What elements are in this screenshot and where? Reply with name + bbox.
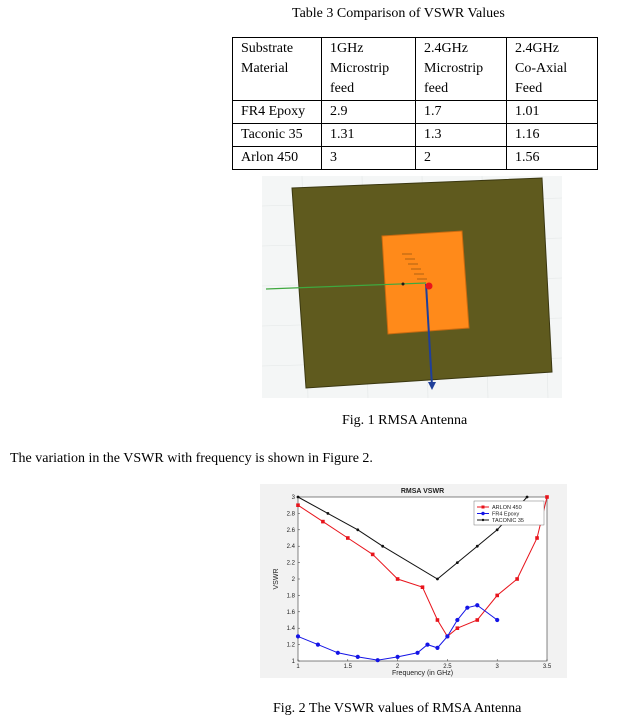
data-point bbox=[545, 495, 549, 499]
data-point bbox=[445, 634, 449, 638]
x-tick-label: 2.5 bbox=[443, 664, 452, 670]
origin-marker bbox=[402, 283, 405, 286]
table-cell: FR4 Epoxy bbox=[233, 101, 322, 124]
figure2-caption: Fig. 2 The VSWR values of RMSA Antenna bbox=[273, 701, 522, 716]
table-cell: 1.01 bbox=[507, 101, 598, 124]
table-row bbox=[233, 124, 598, 147]
table-cell: 1.3 bbox=[416, 124, 507, 147]
legend-label: TACONIC 35 bbox=[492, 518, 524, 524]
header-text: Feed bbox=[515, 81, 543, 96]
legend-marker bbox=[482, 506, 485, 509]
header-text: Co-Axial bbox=[515, 61, 568, 76]
y-tick-label: 1.6 bbox=[286, 609, 295, 616]
data-point bbox=[356, 655, 360, 659]
vswr-chart bbox=[260, 484, 567, 678]
figure1-caption: Fig. 1 RMSA Antenna bbox=[342, 413, 468, 428]
legend-marker bbox=[482, 519, 484, 521]
chart-legend bbox=[474, 501, 544, 525]
vswr-comparison-table bbox=[232, 37, 598, 170]
data-point bbox=[296, 503, 300, 507]
table-cell: 1.16 bbox=[507, 124, 598, 147]
data-point bbox=[515, 577, 519, 581]
y-tick-label: 2.6 bbox=[286, 527, 295, 534]
data-point bbox=[456, 626, 460, 630]
table-cell: 2 bbox=[416, 147, 507, 170]
data-point bbox=[376, 658, 380, 662]
header-text: Material bbox=[241, 61, 289, 76]
y-tick-label: 2.8 bbox=[286, 511, 295, 518]
x-axis-title: Frequency (in GHz) bbox=[391, 670, 454, 677]
x-tick-label: 3.5 bbox=[542, 664, 552, 670]
y-tick-label: 1.4 bbox=[286, 626, 295, 633]
legend-label: ARLON 450 bbox=[492, 505, 522, 511]
legend-label: FR4 Epoxy bbox=[492, 511, 520, 518]
data-point bbox=[455, 618, 459, 622]
header-text: 2.4GHz bbox=[424, 41, 468, 56]
y-tick-label: 1.8 bbox=[286, 593, 295, 600]
data-point bbox=[535, 536, 539, 540]
header-cell-substrate bbox=[233, 38, 322, 101]
data-point bbox=[436, 578, 439, 581]
data-point bbox=[435, 646, 439, 650]
header-text: feed bbox=[424, 81, 449, 96]
legend-marker bbox=[481, 512, 484, 515]
table-row bbox=[233, 147, 598, 170]
data-point bbox=[456, 561, 459, 564]
y-tick-label: 1.2 bbox=[286, 642, 295, 649]
data-point bbox=[496, 528, 499, 531]
data-point bbox=[415, 651, 419, 655]
data-point bbox=[356, 528, 359, 531]
x-tick-label: 1.5 bbox=[343, 664, 352, 670]
data-point bbox=[336, 651, 340, 655]
y-tick-label: 3 bbox=[291, 495, 295, 501]
table-cell: 2.9 bbox=[322, 101, 416, 124]
data-point bbox=[465, 606, 469, 610]
table-caption: Table 3 Comparison of VSWR Values bbox=[292, 6, 505, 21]
data-point bbox=[526, 496, 529, 499]
header-cell-24ghz-coaxial bbox=[507, 38, 598, 101]
data-point bbox=[396, 655, 400, 659]
chart-title: RMSA VSWR bbox=[400, 488, 445, 495]
data-point bbox=[381, 545, 384, 548]
data-point bbox=[436, 618, 440, 622]
y-tick-label: 2.4 bbox=[286, 544, 295, 551]
rmsa-antenna-image bbox=[262, 176, 562, 398]
x-tick-label: 1 bbox=[296, 664, 300, 670]
body-text: The variation in the VSWR with frequency is shown in Figure 2. bbox=[10, 451, 373, 466]
header-text: feed bbox=[330, 81, 355, 96]
table-cell: 3 bbox=[322, 147, 416, 170]
data-point bbox=[495, 618, 499, 622]
table-header-row bbox=[233, 38, 598, 101]
x-tick-label: 3 bbox=[495, 664, 499, 670]
header-text: Microstrip bbox=[424, 61, 484, 76]
data-point bbox=[421, 585, 425, 589]
data-point bbox=[475, 618, 479, 622]
header-cell-1ghz-microstrip bbox=[322, 38, 416, 101]
x-tick-label: 2 bbox=[395, 664, 400, 670]
table-cell: 1.7 bbox=[416, 101, 507, 124]
header-text: 1GHz bbox=[330, 41, 364, 56]
header-text: Microstrip bbox=[330, 61, 390, 76]
data-point bbox=[495, 594, 499, 598]
table-cell: 1.31 bbox=[322, 124, 416, 147]
feed-point bbox=[426, 283, 433, 290]
data-point bbox=[396, 577, 400, 581]
data-point bbox=[476, 545, 479, 548]
table-cell: 1.56 bbox=[507, 147, 598, 170]
header-text: Substrate bbox=[241, 41, 294, 56]
y-axis-title: VSWR bbox=[273, 568, 280, 590]
data-point bbox=[297, 496, 300, 499]
data-point bbox=[316, 643, 320, 647]
y-tick-label: 2.2 bbox=[286, 560, 295, 567]
table-cell: Taconic 35 bbox=[233, 124, 322, 147]
data-point bbox=[371, 553, 375, 557]
data-point bbox=[425, 643, 429, 647]
y-tick-label: 1 bbox=[291, 659, 295, 665]
table-row bbox=[233, 101, 598, 124]
table-cell: Arlon 450 bbox=[233, 147, 322, 170]
data-point bbox=[296, 634, 300, 638]
header-text: 2.4GHz bbox=[515, 41, 559, 56]
vswr-chart-svg bbox=[260, 484, 567, 678]
data-point bbox=[346, 536, 350, 540]
header-cell-24ghz-microstrip bbox=[416, 38, 507, 101]
data-point bbox=[475, 603, 479, 607]
y-tick-label: 2 bbox=[291, 577, 295, 583]
data-point bbox=[326, 512, 329, 515]
data-point bbox=[321, 520, 325, 524]
